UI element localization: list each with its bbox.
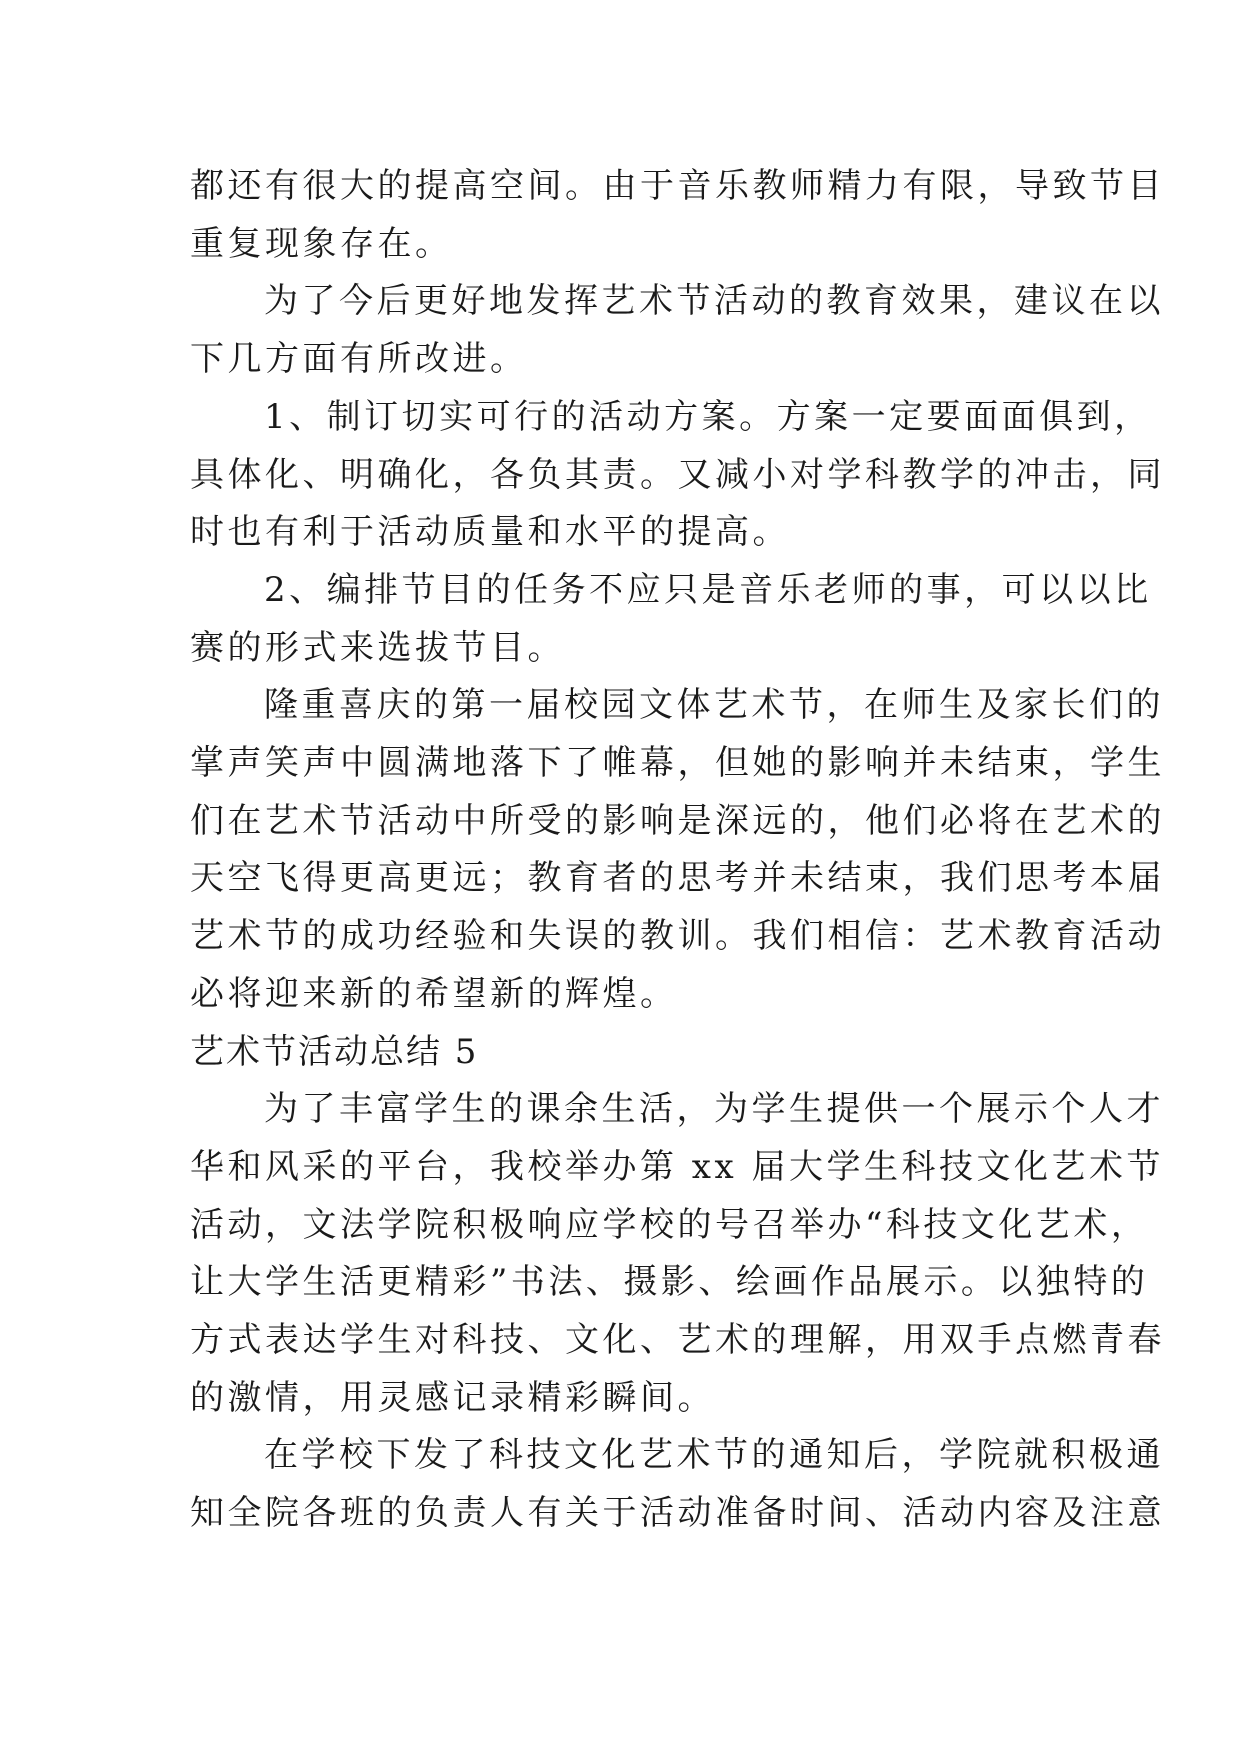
text-line: 下几方面有所改进。 xyxy=(190,339,528,380)
text-line: 重复现象存在。 xyxy=(190,223,453,264)
text-line: 具体化、明确化，各负其责。又减小对学科教学的冲击，同 xyxy=(190,454,1165,495)
text-line: 赛的形式来选拔节目。 xyxy=(190,627,565,668)
text-line: 掌声笑声中圆满地落下了帷幕，但她的影响并未结束，学生 xyxy=(190,743,1165,784)
text-line: 为了今后更好地发挥艺术节活动的教育效果，建议在以 xyxy=(264,281,1164,322)
text-line: 活动，文法学院积极响应学校的号召举办“科技文化艺术， xyxy=(190,1204,1149,1245)
text-line: 2、编排节目的任务不应只是音乐老师的事，可以以比 xyxy=(264,569,1152,610)
text-line: 华和风采的平台，我校举办第 xx 届大学生科技文化艺术节 xyxy=(190,1146,1164,1187)
text-line: 的激情，用灵感记录精彩瞬间。 xyxy=(190,1377,715,1418)
text-line: 时也有利于活动质量和水平的提高。 xyxy=(190,512,790,553)
text-line: 为了丰富学生的课余生活，为学生提供一个展示个人才 xyxy=(264,1089,1164,1130)
text-line: 方式表达学生对科技、文化、艺术的理解，用双手点燃青春 xyxy=(190,1320,1165,1361)
text-line: 必将迎来新的希望新的辉煌。 xyxy=(190,973,678,1014)
text-line: 让大学生活更精彩”书法、摄影、绘画作品展示。以独特的 xyxy=(190,1262,1149,1303)
text-line: 艺术节的成功经验和失误的教训。我们相信：艺术教育活动 xyxy=(190,916,1165,957)
text-line: 在学校下发了科技文化艺术节的通知后，学院就积极通 xyxy=(264,1435,1164,1476)
section-heading: 艺术节活动总结 5 xyxy=(190,1031,479,1072)
text-line: 都还有很大的提高空间。由于音乐教师精力有限，导致节目 xyxy=(190,166,1165,206)
text-line: 隆重喜庆的第一届校园文体艺术节，在师生及家长们的 xyxy=(264,685,1164,726)
text-line: 天空飞得更高更远；教育者的思考并未结束，我们思考本届 xyxy=(190,858,1165,899)
text-line: 们在艺术节活动中所受的影响是深远的，他们必将在艺术的 xyxy=(190,800,1165,841)
text-line: 1、制订切实可行的活动方案。方案一定要面面俱到， xyxy=(264,396,1152,437)
document-body xyxy=(190,158,1165,1543)
text-line: 知全院各班的负责人有关于活动准备时间、活动内容及注意 xyxy=(190,1493,1165,1534)
